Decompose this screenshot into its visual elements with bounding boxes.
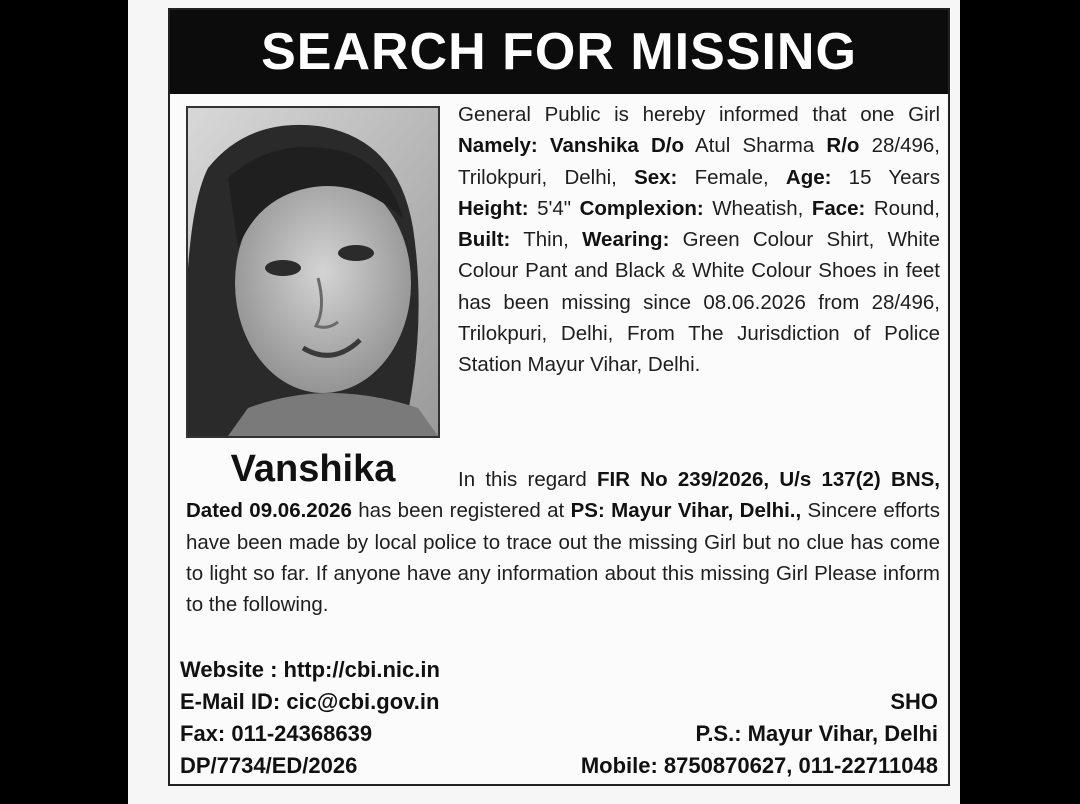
missing-person-name: Vanshika — [230, 448, 396, 490]
police-station: PS: Mayur Vihar, Delhi., — [570, 499, 802, 523]
father-name: Atul Sharma — [683, 134, 827, 158]
height-label: Height: — [458, 196, 529, 220]
built-value: Thin, — [510, 228, 583, 252]
email-line: E-Mail ID: cic@cbi.gov.in — [180, 689, 440, 714]
age-value: 15 Years — [831, 165, 940, 189]
age-label: Age: — [785, 165, 832, 189]
fax-line: Fax: 011-24368639 — [180, 721, 373, 746]
portrait-image — [188, 108, 438, 436]
girl-name: Vanshika D/o — [537, 134, 684, 158]
wearing-value: Green Colour Shirt, White Colour Pant and Black & White Colour Shoes in feet has been missing since 08.06.2026 from 28/496, Trilokpuri, Delhi, From The Jurisdiction of Police Station Mayur Vihar, Delhi. — [458, 228, 940, 377]
website-line: Website : http://cbi.nic.in — [180, 657, 440, 682]
missing-person-photo — [186, 106, 440, 438]
complexion-value: Wheatish, — [703, 196, 812, 220]
residence-label: R/o — [826, 134, 860, 158]
face-value: Round, — [865, 196, 940, 220]
height-value: 5'4" — [528, 196, 580, 220]
residence-address: 28/496, Trilokpuri, Delhi, — [458, 134, 941, 189]
missing-person-notice — [168, 8, 950, 786]
mobile-line: Mobile: 8750870627, 011-22711048 — [580, 753, 938, 778]
built-label: Built: — [458, 228, 511, 252]
sho-label: SHO — [890, 689, 938, 714]
fir-rest: Sincere efforts have been made by local police to trace out the missing Girl but no clue has come to light so far. If anyone have any information about this missing Girl Please inform to the following. — [186, 499, 940, 617]
contact-left — [180, 654, 440, 782]
wearing-label: Wearing: — [582, 228, 670, 252]
sex-label: Sex: — [634, 165, 678, 189]
sex-value: Female, — [677, 165, 786, 189]
fir-mid: has been registered at — [351, 499, 571, 523]
fir-details: FIR No 239/2026, U/s 137(2) BNS, Dated 09.06.2026 — [186, 468, 940, 523]
description-paragraph — [458, 99, 940, 381]
ps-line: P.S.: Mayur Vihar, Delhi — [695, 721, 938, 746]
intro-text: General Public is hereby informed that one Girl — [458, 103, 940, 126]
face-label: Face: — [811, 196, 866, 220]
newspaper-page — [128, 0, 960, 804]
notice-title: SEARCH FOR MISSING — [170, 10, 948, 94]
contact-right — [581, 686, 938, 782]
reference-number: DP/7734/ED/2026 — [180, 753, 358, 778]
complexion-label: Complexion: — [579, 196, 704, 220]
fir-paragraph — [186, 464, 940, 620]
fir-intro: In this regard — [458, 468, 598, 491]
namely-label: Namely: — [458, 134, 538, 158]
